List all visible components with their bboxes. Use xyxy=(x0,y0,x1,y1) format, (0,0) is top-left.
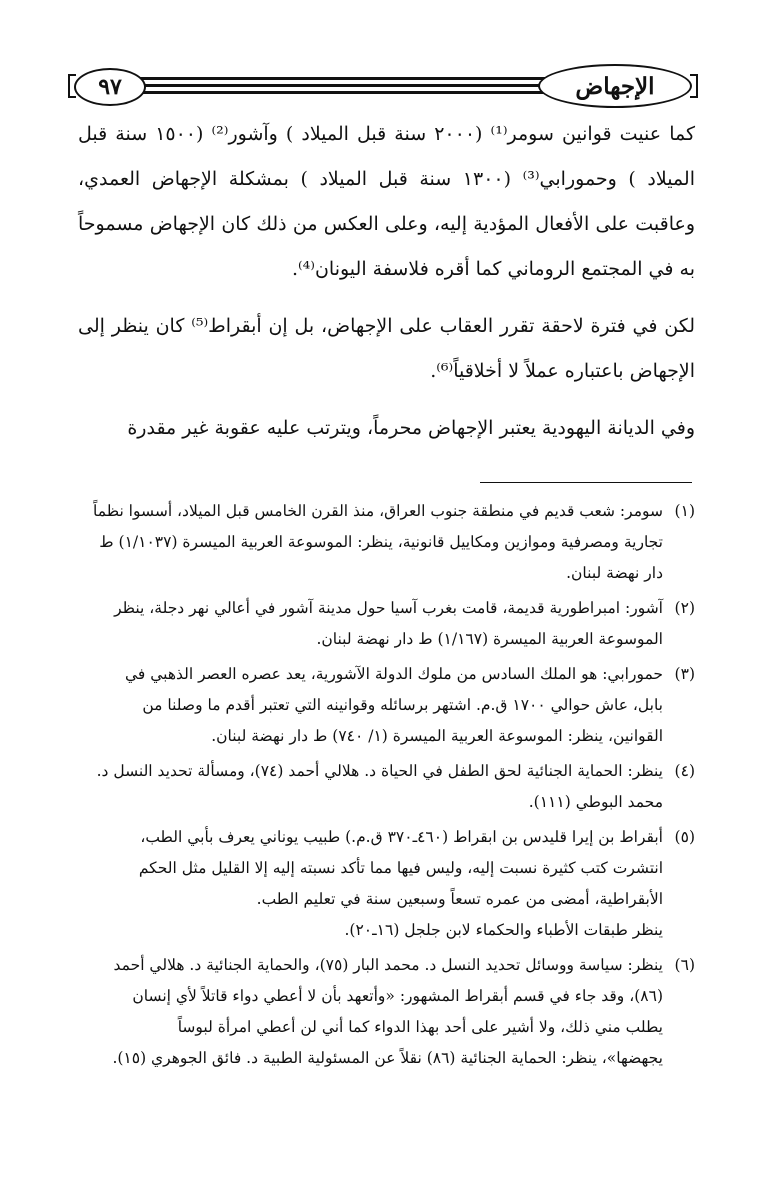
header-ornament-right xyxy=(690,74,698,98)
footnotes xyxy=(74,496,695,1078)
footnote xyxy=(74,659,695,752)
header-rule xyxy=(128,84,548,87)
paragraph: لكن في فترة لاحقة تقرر العقاب على الإجهاض، بل إن أبقراط⁽⁵⁾ كان ينظر إلى الإجهاض باعتباره عملاً لا أخلاقياً⁽⁶⁾. xyxy=(78,315,695,382)
footnote-line: بابل، عاش حوالي ١٧٠٠ ق.م. اشتهر برسائله وقوانينه التي تعتبر أقدم ما وصلنا من xyxy=(142,696,663,714)
footnote-number: (١) xyxy=(674,502,695,520)
footnote-line: ينظر: سياسة ووسائل تحديد النسل د. محمد البار (٧٥)، والحماية الجنائية د. هلالي أحمد xyxy=(113,956,663,974)
footnote-line: محمد البوطي (١١١). xyxy=(528,793,663,811)
paragraph: وفي الديانة اليهودية يعتبر الإجهاض محرماً، ويترتب عليه عقوبة غير مقدرة xyxy=(127,417,695,439)
footnote xyxy=(74,822,695,946)
footnote-line: آشور: امبراطورية قديمة، قامت بغرب آسيا حول مدينة آشور في أعالي نهر دجلة، ينظر xyxy=(114,599,663,617)
footnote-line: أبقراط بن إيرا قليدس بن ابقراط (٤٦٠ـ٣٧٠ ق.م.) طبيب يوناني يعرف بأبي الطب، xyxy=(140,828,663,846)
footnote-line: (٨٦)، وقد جاء في قسم أبقراط المشهور: «وأتعهد بأن لا أعطي دواء قاتلاً لأي إنسان xyxy=(132,987,663,1005)
footnote-number: (٥) xyxy=(674,828,695,846)
footnote-line: ينظر: الحماية الجنائية لحق الطفل في الحياة د. هلالي أحمد (٧٤)، ومسألة تحديد النسل د. xyxy=(96,762,663,780)
header-rule xyxy=(128,77,548,80)
paragraph: كما عنيت قوانين سومر⁽¹⁾ (٢٠٠٠ سنة قبل الميلاد ) وآشور⁽²⁾ (١٥٠٠ سنة قبل الميلاد ) وحمورابي⁽³⁾ (١٣٠٠ سنة قبل الميلاد ) بمشكلة الإجهاض العمدي، وعاقبت على الأفعال المؤدية إليه، وعلى العكس من ذلك كان الإجهاض مسموحاً به في المجتمع الروماني كما أقره فلاسفة اليونان⁽⁴⁾. xyxy=(78,123,696,280)
footnote xyxy=(74,756,695,818)
footnote-line: ينظر طبقات الأطباء والحكماء لابن جلجل (١٦ـ٢٠). xyxy=(344,921,663,939)
footnote-number: (٤) xyxy=(674,762,695,780)
footnote-line: الموسوعة العربية الميسرة (١/١٦٧) ط دار نهضة لبنان. xyxy=(316,630,663,648)
chapter-title: الإجهاض xyxy=(538,64,692,108)
footnote-number: (٢) xyxy=(674,599,695,617)
footnote-line: دار نهضة لبنان. xyxy=(566,564,663,582)
footnote-number: (٦) xyxy=(674,956,695,974)
footnote-number: (٣) xyxy=(674,665,695,683)
footnote-line: انتشرت كتب كثيرة نسبت إليه، وليس فيها مما تأكد نسبته إليه إلا القليل مثل الحكم xyxy=(138,859,663,877)
footnote-line: يجهضها»، ينظر: الحماية الجنائية (٨٦) نقلاً عن المسئولية الطبية د. فائق الجوهري (١٥). xyxy=(112,1049,663,1067)
footnote-line: يطلب مني ذلك، ولا أشير على أحد بهذا الدواء كما أني لن أعطي امرأة لبوساً xyxy=(177,1018,663,1036)
footnote-line: القوانين، ينظر: الموسوعة العربية الميسرة (١/ ٧٤٠) ط دار نهضة لبنان. xyxy=(211,727,663,745)
footnote-line: حمورابي: هو الملك السادس من ملوك الدولة الآشورية، يعد عصره العصر الذهبي في xyxy=(125,665,663,683)
footnote-line: الأبقراطية، أمضى من عمره تسعاً وسبعين سنة في تعليم الطب. xyxy=(256,890,663,908)
running-header xyxy=(68,62,698,112)
page-number: ٩٧ xyxy=(74,68,146,106)
footnote xyxy=(74,496,695,589)
header-rule xyxy=(128,91,548,94)
footnote-line: سومر: شعب قديم في منطقة جنوب العراق، منذ القرن الخامس قبل الميلاد، أسسوا نظماً xyxy=(93,502,663,520)
footnote xyxy=(74,593,695,655)
footnote-line: تجارية ومصرفية وموازين ومكاييل قانونية، ينظر: الموسوعة العربية الميسرة (١/١٠٣٧) ط xyxy=(99,533,663,551)
footnote-separator xyxy=(480,482,692,483)
main-text xyxy=(78,112,695,451)
footnote xyxy=(74,950,695,1074)
